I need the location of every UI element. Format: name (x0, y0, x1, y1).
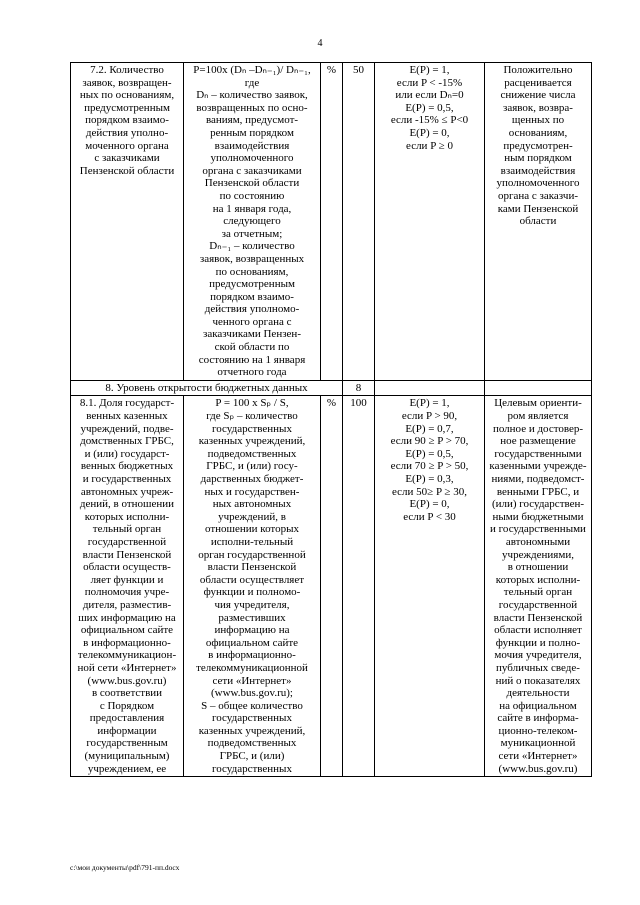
cell-line: ляет функции и (90, 573, 164, 586)
section-title: 8. Уровень открытости бюджетных данных (71, 380, 343, 396)
cell-line: взаимодействия (214, 139, 290, 152)
cell-lines (186, 64, 318, 379)
cell-line: ных и государствен- (204, 485, 300, 498)
cell-line: если -15% ≤ P<0 (390, 114, 469, 127)
table-row-8-1 (71, 396, 592, 777)
cell-line: сети «Интернет» (212, 674, 292, 687)
cell-line: P = 100 x Sₚ / S, (215, 397, 289, 410)
cell-line: ными бюджетными (492, 510, 584, 523)
cell-line: за отчетным; (221, 227, 283, 240)
cell-line: предусмотренным (84, 101, 170, 114)
cell-line: отношении которых (204, 523, 299, 536)
cell-line: если P < -15% (396, 76, 463, 89)
cell-line: телекоммуникационной (196, 661, 308, 674)
cell-line: на официальном (499, 699, 577, 712)
cell-line: дарственных бюджет- (200, 473, 304, 485)
cell-line: уполномоченного (210, 152, 294, 165)
cell-line: ской области по (214, 341, 290, 354)
cell-line: в информационно- (83, 636, 171, 649)
cell-line: P=100x (Dₙ –Dₙ₋₁)/ Dₙ₋₁, (193, 64, 311, 76)
cell-line: исполни-тельный (210, 535, 294, 548)
cell-line: ваниям, предусмот- (205, 114, 299, 127)
comment-cell (485, 63, 592, 381)
cell-line: снижение числа (500, 89, 576, 102)
section-empty-cell (375, 380, 485, 396)
formula-cell (184, 63, 321, 381)
cell-line: (муниципальным) (84, 750, 170, 763)
cell-line: автономных учреж- (80, 485, 174, 498)
cell-lines (487, 397, 589, 775)
cell-line: взаимодействия (500, 164, 576, 177)
cell-line: венных казенных (86, 410, 168, 423)
cell-line: ных автономных (212, 498, 292, 511)
cell-line: чия учредителя, (214, 598, 290, 611)
unit-cell: % (321, 63, 343, 381)
cell-line: государственных (212, 712, 292, 725)
cell-line: заявок, возвра- (503, 101, 573, 114)
cell-line: моченного органа (85, 139, 169, 152)
cell-line: области исполняет (494, 624, 582, 637)
cell-line: которых исполни- (84, 510, 170, 523)
unit-cell: % (321, 396, 343, 777)
section-weight: 8 (343, 380, 375, 396)
cell-line: если 70 ≥ P > 50, (390, 460, 469, 473)
cell-line: щенных по (511, 114, 565, 127)
cell-line: которых исполни- (495, 573, 581, 586)
cell-line: 7.2. Количество (90, 64, 164, 76)
cell-line: на 1 января года, (212, 202, 292, 215)
cell-line: функции и полномо- (203, 586, 301, 599)
cell-line: власти Пензенской (82, 548, 172, 561)
cell-line: где Sₚ – количество (206, 410, 298, 423)
cell-line: действия уполно- (85, 126, 169, 139)
cell-line: власти Пензенской (207, 561, 297, 574)
cell-line: информацию на (214, 624, 290, 637)
cell-line: уполномоченного (496, 177, 580, 190)
cell-line: предусмотрен- (503, 139, 573, 152)
cell-line: органа с заказчиками (202, 164, 302, 177)
cell-line: ченного органа с (212, 315, 292, 328)
file-path-footer: c:\мои документы\pdf\791-пп.docx (70, 863, 180, 872)
cell-line: Dₙ – количество заявок, (196, 89, 308, 102)
cell-line: государственной (498, 598, 578, 611)
cell-line: расценивается (504, 76, 572, 89)
cell-line: следующего (223, 215, 281, 228)
cell-line: области осуществ- (83, 561, 171, 574)
cell-line: предусмотренным (209, 278, 295, 291)
cell-line: если 90 ≥ P > 70, (390, 435, 469, 448)
cell-line: E(P) = 1, (409, 64, 450, 76)
cell-lines (73, 397, 181, 775)
formula-cell (184, 396, 321, 777)
cell-line: Положительно (503, 64, 573, 76)
cell-line: ГРБС, и (или) госу- (206, 460, 298, 473)
cell-line: учреждений, в (218, 510, 286, 523)
table-row-7-2 (71, 63, 592, 381)
cell-line: учреждений, подве- (80, 422, 174, 435)
cell-lines (377, 397, 482, 523)
cell-line: в отношении (507, 561, 569, 574)
cell-line: порядком взаимо- (85, 114, 169, 127)
cell-line: и государственными (490, 523, 586, 536)
cell-line: (или) государствен- (491, 498, 585, 511)
cell-line: венных бюджетных (80, 460, 174, 473)
cell-line: области (519, 215, 557, 228)
cell-line: казенных учреждений, (198, 435, 306, 448)
cell-line: тельный орган (503, 586, 573, 599)
cell-line: заявок, возвращенных (199, 252, 305, 265)
cell-line: основаниям, (508, 126, 568, 139)
cell-line: власти Пензенской (493, 611, 583, 624)
cell-line: государственной (87, 535, 167, 548)
cell-line: информации (97, 724, 157, 737)
cell-line: заказчиками Пензен- (203, 328, 301, 341)
cell-line: венными ГРБС, и (496, 485, 580, 498)
cell-line: ром является (507, 410, 569, 423)
cell-line: предоставления (89, 712, 165, 725)
cell-line: сети «Интернет» (498, 750, 578, 763)
cell-line: E(P) = 0,5, (405, 447, 454, 460)
cell-line: с заказчиками (94, 152, 160, 165)
cell-line: если 50≥ P ≥ 30, (392, 485, 467, 498)
cell-line: (www.bus.gov.ru) (87, 674, 167, 687)
cell-line: где (244, 76, 260, 89)
cell-line: тельный орган (92, 523, 162, 536)
cell-line: деятельности (506, 687, 570, 700)
cell-line: Пензенской области (79, 164, 175, 177)
cell-line: E(P) = 0, (409, 126, 450, 139)
cell-line: (www.bus.gov.ru); (211, 687, 293, 700)
cell-line: государственных (212, 762, 292, 775)
cell-line: сайте в информа- (497, 712, 579, 725)
cell-line: возвращенных по осно- (196, 101, 308, 114)
indicator-table (70, 62, 592, 777)
cell-lines (186, 397, 318, 775)
cell-line: области осуществляет (199, 573, 305, 586)
cell-lines (377, 64, 482, 152)
cell-line: ной сети «Интернет» (77, 661, 177, 674)
cell-line: орган государственной (198, 548, 306, 561)
cell-line: учреждениями, (502, 548, 574, 561)
cell-line: и (или) государст- (84, 447, 170, 460)
cell-line: состоянию на 1 января (198, 353, 306, 366)
cell-line: E(P) = 1, (409, 397, 450, 410)
weight-cell: 100 (343, 396, 375, 777)
cell-line: ших информацию на (78, 611, 176, 624)
cell-line: официальном сайте (80, 624, 174, 637)
cell-lines (73, 64, 181, 177)
cell-line: ных по основаниям, (79, 89, 175, 102)
cell-line: в соответствии (91, 687, 163, 700)
cell-line: действия уполномо- (204, 303, 300, 316)
cell-line: ниями, подведомст- (491, 473, 585, 485)
cell-line: официальном сайте (205, 636, 299, 649)
cell-line: учреждением, ее (87, 762, 167, 775)
cell-line: S – общее количество (201, 699, 303, 712)
cell-line: E(P) = 0, (409, 498, 450, 511)
cell-line: (www.bus.gov.ru) (498, 762, 578, 775)
cell-line: дителя, разместив- (82, 598, 172, 611)
cell-line: домственных ГРБС, (80, 435, 174, 448)
cell-line: публичных сведе- (496, 661, 580, 674)
cell-line: подведомственных (207, 447, 297, 460)
cell-line: полное и достовер- (492, 422, 584, 435)
cell-line: отчетного года (217, 366, 287, 379)
cell-line: разместивших (218, 611, 286, 624)
section-empty-cell (485, 380, 592, 396)
indicator-name-cell (71, 396, 184, 777)
cell-line: ГРБС, и (или) (219, 750, 285, 763)
cell-line: Пензенской области (204, 177, 300, 190)
cell-line: автономными (505, 535, 571, 548)
cell-line: ным порядком (504, 152, 572, 165)
cell-line: Dₙ₋₁ – количество (209, 240, 295, 253)
cell-line: дений, в отношении (79, 498, 175, 511)
cell-line: порядком взаимо- (210, 290, 294, 303)
page-number: 4 (317, 38, 323, 49)
cell-line: ками Пензенской (497, 202, 579, 215)
cell-line: казенных учреждений, (198, 724, 306, 737)
comment-cell (485, 396, 592, 777)
cell-line: или если Dₙ=0 (395, 89, 464, 102)
cell-line: по состоянию (219, 189, 285, 202)
cell-line: муникационной (500, 737, 576, 750)
cell-line: если P > 90, (401, 410, 458, 423)
section-row-8 (71, 380, 592, 396)
cell-line: государственных (212, 422, 292, 435)
cell-line: государственным (86, 737, 168, 750)
cell-line: ний о показателях (495, 674, 581, 687)
cell-line: и государственных (82, 473, 172, 485)
cell-line: E(P) = 0,5, (405, 101, 454, 114)
cell-line: если P ≥ 0 (406, 139, 453, 152)
cell-line: в информационно- (208, 649, 296, 662)
cell-line: заявок, возвращен- (82, 76, 172, 89)
cell-line: функции и полно- (495, 636, 581, 649)
cell-line: с Порядком (99, 699, 155, 712)
cell-line: по основаниям, (215, 265, 289, 278)
cell-line: телекоммуникацион- (77, 649, 177, 662)
indicator-name-cell (71, 63, 184, 381)
cell-lines (487, 64, 589, 228)
cell-line: мочия учредителя, (494, 649, 582, 662)
cell-line: подведомственных (207, 737, 297, 750)
cell-line: казенными учрежде- (489, 460, 587, 473)
cell-line: полномочия учре- (84, 586, 170, 599)
cell-line: ционно-телеком- (498, 724, 578, 737)
evaluation-cell (375, 63, 485, 381)
cell-line: государственными (494, 447, 582, 460)
cell-line: Целевым ориенти- (494, 397, 582, 410)
cell-line: ное размещение (500, 435, 576, 448)
cell-line: E(P) = 0,3, (405, 473, 454, 485)
cell-line: ренным порядком (210, 126, 294, 139)
cell-line: 8.1. Доля государст- (79, 397, 175, 410)
cell-line: E(P) = 0,7, (405, 422, 454, 435)
cell-line: если P < 30 (403, 510, 456, 523)
weight-cell: 50 (343, 63, 375, 381)
evaluation-cell (375, 396, 485, 777)
cell-line: органа с заказчи- (497, 189, 579, 202)
